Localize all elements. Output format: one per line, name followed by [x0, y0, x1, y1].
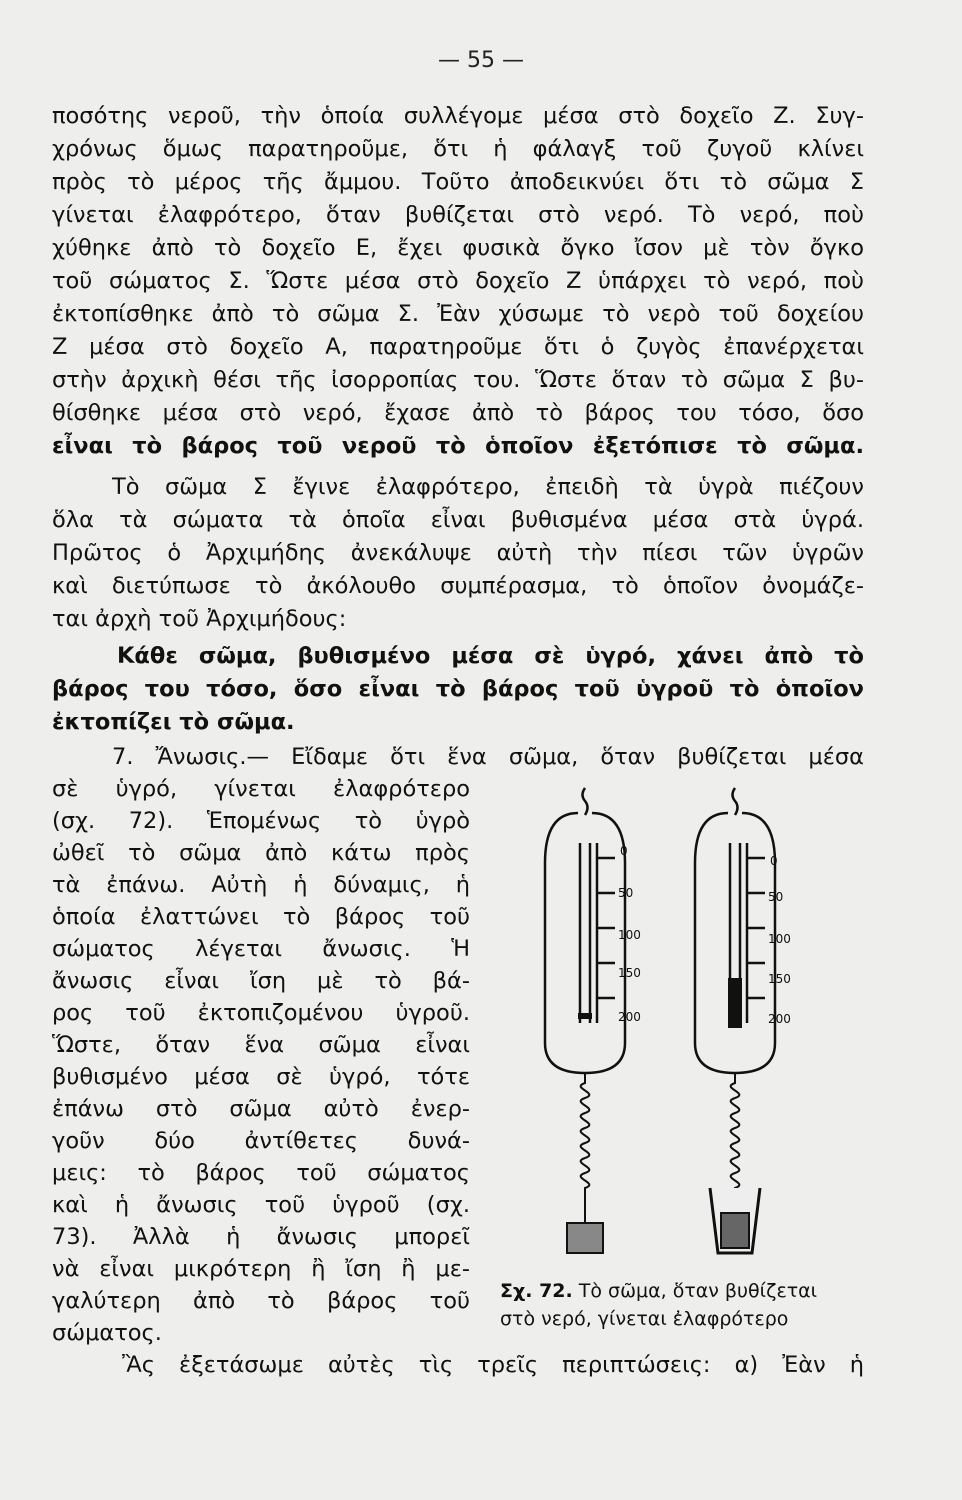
- scale-label: 0: [770, 854, 778, 868]
- text-line: τοῦ σώματος Σ. Ὥστε μέσα στὸ δοχεῖο Ζ ὑπάρχει τὸ νερό, ποὺ: [52, 268, 864, 294]
- weight-left: [567, 1223, 603, 1253]
- balance-body-left: [545, 813, 625, 1073]
- text-line: ται ἀρχὴ τοῦ Ἀρχιμήδους:: [52, 606, 347, 632]
- text-line: καὶ ἡ ἄνωσις τοῦ ὑγροῦ (σχ.: [52, 1192, 470, 1218]
- scale-label: 0: [620, 844, 628, 858]
- caption-text: Τὸ σῶμα, ὅταν βυθίζεται: [578, 1280, 818, 1302]
- text-line: σὲ ὑγρό, γίνεται ἐλαφρότερο: [52, 776, 470, 802]
- text-line: καὶ διετύπωσε τὸ ἀκόλουθο συμπέρασμα, τὸ ὁποῖον ὀνομάζε-: [52, 573, 864, 599]
- text-line: ὁποία ἐλαττώνει τὸ βάρος τοῦ: [52, 904, 470, 930]
- text-line: ὠθεῖ τὸ σῶμα ἀπὸ κάτω πρὸς: [52, 840, 470, 866]
- text-line: (σχ. 72). Ἑπομένως τὸ ὑγρὸ: [52, 808, 470, 834]
- text-line: ἄνωσις εἶναι ἴση μὲ τὸ βά-: [52, 968, 470, 994]
- text-line: μεις: τὸ βάρος τοῦ σώματος: [52, 1160, 470, 1186]
- text-line: Ὥστε, ὅταν ἕνα σῶμα εἶναι: [52, 1032, 470, 1058]
- pointer-right: [728, 978, 742, 1028]
- text-line: Κάθε σῶμα, βυθισμένο μέσα σὲ ὑγρό, χάνει ἀπὸ τὸ: [117, 643, 864, 669]
- hook-top-left: [583, 788, 588, 815]
- balance-body-right: [695, 813, 775, 1073]
- scale-label: 200: [768, 1012, 791, 1026]
- text-line: Ἂς ἐξετάσωμε αὐτὲς τὶς τρεῖς περιπτώσεις: α) Ἐὰν ἡ: [122, 1352, 864, 1378]
- text-line: στὴν ἀρχικὴ θέσι τῆς ἰσορροπίας του. Ὥστε ὅταν τὸ σῶμα Σ βυ-: [52, 367, 864, 393]
- caption-label: Σχ. 72.: [500, 1280, 573, 1302]
- text-line: Πρῶτος ὁ Ἀρχιμήδης ἀνεκάλυψε αὐτὴ τὴν πίεσι τῶν ὑγρῶν: [52, 540, 864, 566]
- figure-caption-line-2: στὸ νερό, γίνεται ἐλαφρότερο: [500, 1308, 789, 1330]
- text-line: σώματος λέγεται ἄνωσις. Ἡ: [52, 936, 470, 962]
- page-number: — 55 —: [438, 48, 524, 73]
- text-line: ἐκτοπίζει τὸ σῶμα.: [52, 709, 295, 735]
- text-line: γοῦν δύο ἀντίθετες δυνά-: [52, 1128, 470, 1154]
- text-line: χρόνως ὅμως παρατηροῦμε, ὅτι ἡ φάλαγξ τοῦ ζυγοῦ κλίνει: [52, 136, 864, 162]
- scale-label: 50: [768, 890, 784, 904]
- text-line: σώματος.: [52, 1320, 162, 1346]
- scale-label: 100: [618, 928, 641, 942]
- text-line: βυθισμένο μέσα σὲ ὑγρό, τότε: [52, 1064, 470, 1090]
- scale-label: 100: [768, 932, 791, 946]
- weight-right-submerged: [721, 1213, 749, 1248]
- text-line: πρὸς τὸ μέρος τῆς ἄμμου. Τοῦτο ἀποδεικνύει ὅτι τὸ σῶμα Σ: [52, 169, 864, 195]
- text-line: εἶναι τὸ βάρος τοῦ νεροῦ τὸ ὁποῖον ἐξετόπισε τὸ σῶμα.: [52, 433, 864, 459]
- figure-caption: [500, 1277, 870, 1305]
- text-line: γίνεται ἐλαφρότερο, ὅταν βυθίζεται στὸ νερό. Τὸ νερό, ποὺ: [52, 202, 864, 228]
- text-line: ἐκτοπίσθηκε ἀπὸ τὸ σῶμα Σ. Ἐὰν χύσωμε τὸ νερὸ τοῦ δοχείου: [52, 301, 864, 327]
- text-line: χύθηκε ἀπὸ τὸ δοχεῖο Ε, ἔχει φυσικὰ ὄγκο ἴσον μὲ τὸν ὄγκο: [52, 235, 864, 261]
- figure-72: [540, 783, 870, 1283]
- pointer-left: [578, 1013, 592, 1019]
- text-line: Τὸ σῶμα Σ ἔγινε ἐλαφρότερο, ἐπειδὴ τὰ ὑγρὰ πιέζουν: [112, 474, 864, 500]
- text-line: ρος τοῦ ἐκτοπιζομένου ὑγροῦ.: [52, 1000, 470, 1026]
- scale-label: 200: [618, 1010, 641, 1024]
- scale-label: 150: [768, 972, 791, 986]
- text-line: 73). Ἀλλὰ ἡ ἄνωσις μπορεῖ: [52, 1224, 470, 1250]
- text-line: Ζ μέσα στὸ δοχεῖο Α, παρατηροῦμε ὅτι ὁ ζυγὸς ἐπανέρχεται: [52, 334, 864, 360]
- text-line: γαλύτερη ἀπὸ τὸ βάρος τοῦ: [52, 1288, 470, 1314]
- text-line: θίσθηκε μέσα στὸ νερό, ἔχασε ἀπὸ τὸ βάρος του τόσο, ὅσο: [52, 400, 864, 426]
- text-line: ἐπάνω στὸ σῶμα αὐτὸ ἐνερ-: [52, 1096, 470, 1122]
- spring-balance-illustration: [540, 783, 870, 1283]
- spring-left: [581, 1073, 590, 1223]
- text-line: 7. Ἄνωσις.— Εἴδαμε ὅτι ἕνα σῶμα, ὅταν βυθίζεται μέσα: [112, 744, 864, 770]
- hook-top-right: [733, 788, 738, 815]
- text-line: νὰ εἶναι μικρότερη ἢ ἴση ἢ με-: [52, 1256, 470, 1282]
- text-line: βάρος του τόσο, ὅσο εἶναι τὸ βάρος τοῦ ὑγροῦ τὸ ὁποῖον: [52, 676, 864, 702]
- text-line: ποσότης νεροῦ, τὴν ὁποία συλλέγομε μέσα στὸ δοχεῖο Ζ. Συγ-: [52, 103, 864, 129]
- scale-label: 150: [618, 966, 641, 980]
- scale-label: 50: [618, 886, 634, 900]
- text-line: τὰ ἐπάνω. Αὐτὴ ἡ δύναμις, ἡ: [52, 872, 470, 898]
- text-line: ὅλα τὰ σώματα τὰ ὁποῖα εἶναι βυθισμένα μέσα στὰ ὑγρά.: [52, 507, 864, 533]
